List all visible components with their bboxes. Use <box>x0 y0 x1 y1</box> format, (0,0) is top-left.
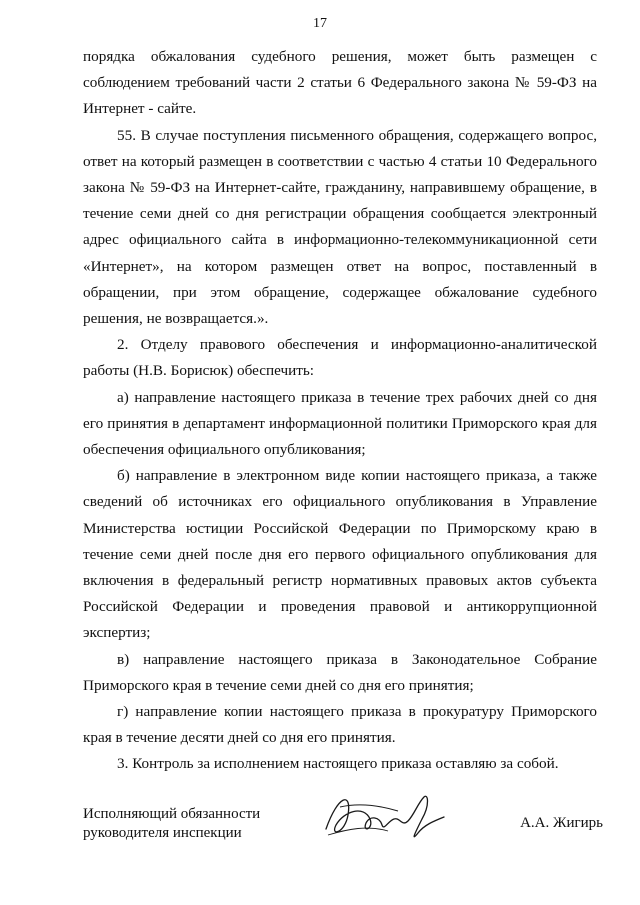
paragraph-continuation: порядка обжалования судебного решения, может быть размещен с соблюдением требований части 2 статьи 6 Федерального закона № 59-ФЗ на Интернет - сайте. <box>83 48 597 118</box>
paragraph-item-3: 3. Контроль за исполнением настоящего приказа оставляю за собой. <box>117 755 559 773</box>
subitem-a: а) направление настоящего приказа в течение трех рабочих дней со дня его принятия в департамент информационной политики Приморского края для обеспечения официального опубликования; <box>83 388 597 459</box>
paragraph-item-55: 55. В случае поступления письменного обращения, содержащего вопрос, ответ на который размещен в соответствии с частью 4 статьи 10 Федерального закона № 59-ФЗ на Интернет-сайте, гражданину, направившему обращение, в течение семи дней со дня регистрации обращения сообщается электронный адрес официального сайта в информационно-телекоммуникационной сети «Интернет», на котором размещен ответ на вопрос, поставленный в обращении, при этом обращение, содержащее обжалование судебного решения, не возвращается.». <box>83 126 597 328</box>
paragraph-item-2: 2. Отделу правового обеспечения и информационно-аналитической работы (Н.В. Борисюк) обеспечить: <box>83 336 597 380</box>
signatory-name: А.А. Жигирь <box>520 815 603 831</box>
signature-block <box>83 805 603 865</box>
subitem-g: г) направление копии настоящего приказа в прокуратуру Приморского края в течение десяти дней со дня его принятия. <box>83 703 597 747</box>
page-number: 17 <box>313 16 327 31</box>
subitem-v: в) направление настоящего приказа в Законодательное Собрание Приморского края в течение семи дней со дня его принятия; <box>83 650 597 694</box>
signatory-title-line2: руководителя инспекции <box>83 825 242 841</box>
signatory-title-line1: Исполняющий обязанности <box>83 806 261 822</box>
document-body <box>83 44 597 778</box>
handwritten-signature <box>318 785 458 847</box>
signatory-title <box>83 805 260 843</box>
subitem-b: б) направление в электронном виде копии настоящего приказа, а также сведений об источниках его официального опубликования в Управление Министерства юстиции Российской Федерации по Приморскому краю в течение семи дней после дня его первого официального опубликования для включения в федеральный регистр нормативных правовых актов субъекта Российской Федерации и проведения правовой и антикоррупционной экспертиз; <box>83 467 597 642</box>
